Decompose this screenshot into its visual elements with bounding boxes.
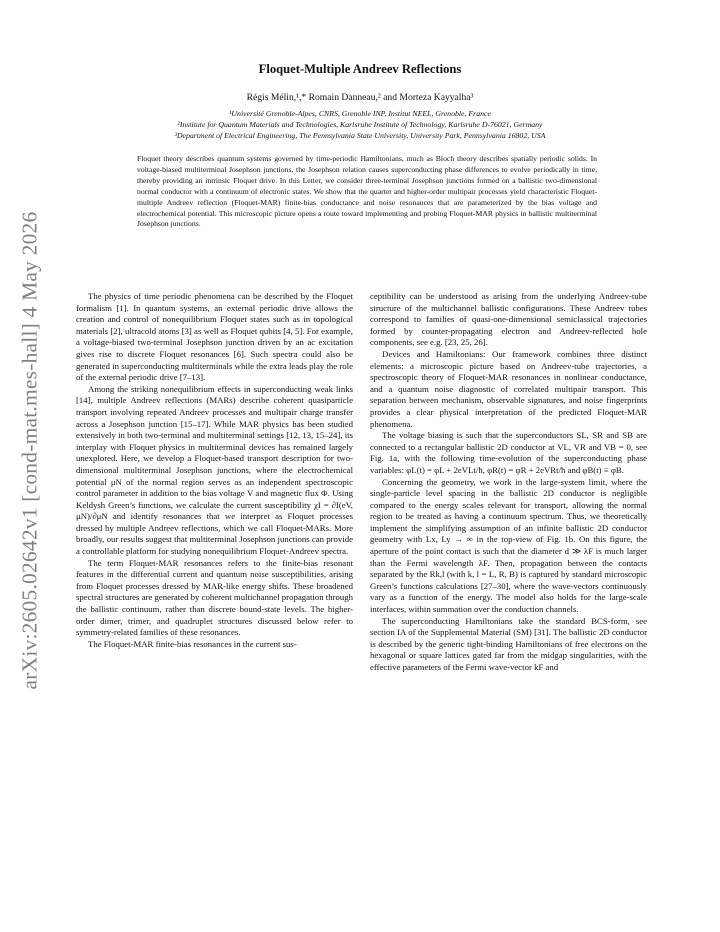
- author-list: Régis Mélin,¹,* Romain Danneau,² and Morteza Kayyalha³: [246, 92, 474, 103]
- affiliation-3: ³Department of Electrical Engineering, The Pennsylvania State University, University Park, Pennsylvania 16802, USA: [174, 131, 546, 140]
- paragraph: The voltage biasing is such that the superconductors SL, SR and SB are connected to a rectangular ballistic 2D conductor at VL, VR and VB = 0, see Fig. 1a, with the following time-evolution of the superconducting phase variables: φL(t) = φL + 2eVLt/ħ, φR(t) = φR + 2eVRt/ħ and φB(t) ≡ φB.: [370, 430, 647, 475]
- arxiv-identifier: [8, 190, 52, 710]
- paragraph: Concerning the geometry, we work in the large-system limit, where the single-particle level spacing in the ballistic 2D conductor is negligible compared to the energy scales relevant for transport, allowing the normal region to be treated as having a continuum spectrum. Thus, we theoretically implement the simplifying assumption of an infinite ballistic 2D conductor geometry with Lx, Ly → ∞ in the top-view of Fig. 1b. On this figure, the aperture of the point contact is such that the diameter d ≫ λF is much larger than the Fermi wavelength λF. Then, propagation between the contacts separated by the Rk,l (with k, l = L, R, B) is captured by standard microscopic Green’s functions calculations [27–30], where the wave-vectors continuously vary as a function of the energy. The model also holds for the large-scale interfaces, within summation over the conduction channels.: [370, 476, 647, 615]
- body-column-left: [76, 291, 353, 650]
- paper-title: Floquet-Multiple Andreev Reflections: [258, 62, 462, 76]
- paragraph: The Floquet-MAR finite-bias resonances in the current sus-: [88, 638, 297, 649]
- paragraph: Devices and Hamiltonians: Our framework combines three distinct elements: a microscopic picture based on Andreev-tube trajectories, a spectroscopic theory of Floquet-MAR resonances in nonlinear conductance, and a quantum noise diagnostic of correlated multipair transport. This separation between mechanism, observable signatures, and noise fingerprints provides a clear physical interpretation of the predicted Floquet-MAR phenomena.: [370, 348, 647, 429]
- paragraph: The term Floquet-MAR resonances refers to the finite-bias resonant features in the differential current and quantum noise susceptibilities, arising from Floquet processes dressed by MAR-like energy shifts. These broadened spectral structures are generated by coherent multichannel propagation through the ballistic continuum, rather than discrete bound-state levels. The higher-order dimer, trimer, and quadruplet structures discussed below refer to symmetry-related families of these resonances.: [76, 557, 353, 638]
- affiliation-2: ²Institute for Quantum Materials and Technologies, Karlsruhe Institute of Technology, Karlsruhe D-76021, Germany: [177, 120, 543, 129]
- affiliations: [0, 108, 720, 141]
- paragraph: The superconducting Hamiltonians take the standard BCS-form, see section IA of the Supplemental Material (SM) [31]. The ballistic 2D conductor is described by the generic tight-binding Hamiltonians of free electrons on the hexagonal or square lattices gated far from the midgap singularities, with the effective parameters of the Fermi wave-vector kF and: [370, 615, 647, 672]
- body-column-right: [370, 291, 647, 674]
- arxiv-identifier-text: arXiv:2605.02642v1 [cond-mat.mes-hall] 4 May 2026: [17, 211, 42, 689]
- paragraph: The physics of time periodic phenomena can be described by the Floquet formalism [1]. In quantum systems, an external periodic drive allows the creation and control of nonequilibrium Floquet states such as in topological materials [2], ultracold atoms [3] as well as Floquet qubits [4, 5]. For example, a voltage-biased two-terminal Josephson junction driven by an ac excitation gives rise to discrete Floquet resonances [6]. Such spectra could also be generated in superconducting multiterminals while the extra leads play the role of the external periodic drive [7–13].: [76, 291, 353, 383]
- affiliation-1: ¹Université Grenoble-Alpes, CNRS, Grenoble INP, Institut NEEL, Grenoble, France: [229, 109, 491, 118]
- paragraph: Among the striking nonequilibrium effects in superconducting weak links [14], multiple Andreev reflections (MARs) describe coherent quasiparticle transport involving repeated Andreev processes and multipair charge transfer across a Josephson junction [15–17]. While MAR physics has been studied extensively in both two-terminal and multiterminal settings [12, 13, 15–24], its interplay with Floquet physics in multiterminal devices has remained largely unexplored. Here, we develop a Floquet-based transport description for two-dimensional multiterminal Josephson junctions, where the electrochemical potential μN of the normal region serves as an independent spectroscopic control parameter in addition to the bias voltage V and magnetic flux Φ. Using Keldysh Green’s functions, we calculate the current susceptibility χI = ∂I(eV, μN)/∂μN and identify resonances that we interpret as Floquet processes dressed by multiple Andreev reflections, which we call Floquet-MARs. More broadly, our results suggest that multiterminal Josephson junctions can provide a controllable platform for studying nonequilibrium Floquet-Andreev spectra.: [76, 383, 353, 557]
- paragraph: ceptibility can be understood as arising from the underlying Andreev-tube structure of the multichannel ballistic configurations. These Andreev tubes correspond to families of quasi-one-dimensional semiclassical trajectories formed by counter-propagating electron and Andreev-reflected hole components, see e.g. [23, 25, 26].: [370, 291, 647, 348]
- abstract: Floquet theory describes quantum systems governed by time-periodic Hamiltonians, much as Bloch theory describes spatially periodic solids. In voltage-biased multiterminal Josephson junctions, the Josephson relation causes superconducting phase differences to evolve periodically in time, thereby providing an intrinsic Floquet drive. In this Letter, we consider three-terminal Josephson junctions formed on a ballistic two-dimensional normal conductor with a continuum of electronic states. We show that the quartet and higher-order multipair processes yield characteristic Floquet-multiple Andreev reflection (Floquet-MAR) finite-bias conductance and noise resonances that are parameterized by the bias voltage and electrochemical potential. This microscopic picture opens a route toward implementing and probing Floquet-MAR physics in ballistic multiterminal Josephson junctions.: [137, 154, 597, 229]
